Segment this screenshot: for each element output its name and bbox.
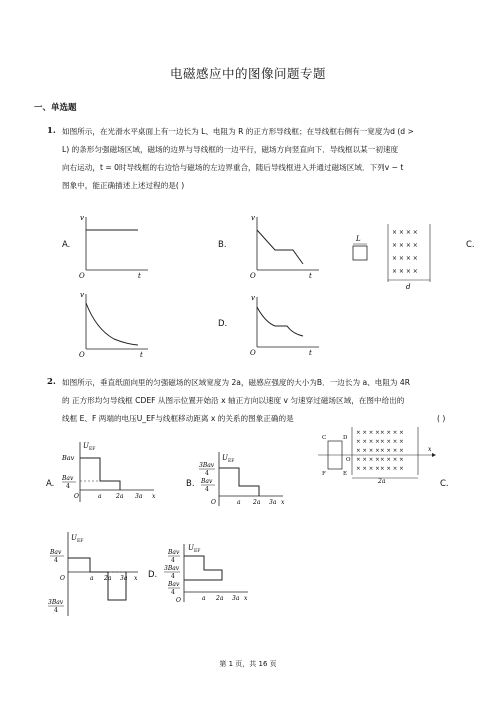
svg-text:3Bav: 3Bav [199, 462, 215, 469]
svg-text:× × × ×: × × × × [356, 457, 380, 463]
svg-text:3a: 3a [269, 499, 277, 506]
q2-number: 2. [47, 377, 56, 387]
q1-line-1: 如图所示，在光滑水平桌面上有一边长为 L、电阻为 R 的正方形导线框；在导线框右侧有一宽度为d (d > [62, 127, 414, 136]
svg-text:× × × ×: × × × × [380, 439, 404, 445]
q2-option-c-label: C. [440, 479, 449, 489]
svg-text:EF: EF [77, 539, 84, 544]
svg-text:× × × ×: × × × × [380, 448, 404, 454]
axis-origin: O [79, 272, 85, 280]
svg-text:2a: 2a [216, 595, 224, 602]
svg-text:EF: EF [228, 459, 235, 464]
page-footer: 第 1 页，共 16 页 [219, 660, 277, 668]
svg-text:× × × ×: × × × × [380, 466, 404, 472]
q2-option-b-label: B. [186, 479, 195, 489]
svg-text:× × × ×: × × × × [392, 268, 418, 275]
svg-text:U: U [83, 442, 89, 450]
svg-text:2a: 2a [253, 499, 261, 506]
svg-text:O: O [60, 575, 65, 582]
svg-text:t: t [309, 272, 312, 280]
svg-text:× × × ×: × × × × [356, 430, 380, 436]
svg-text:U: U [71, 534, 77, 542]
svg-text:a: a [202, 595, 206, 602]
svg-text:U: U [222, 454, 228, 462]
svg-text:EF: EF [194, 549, 201, 554]
svg-text:Bav: Bav [62, 475, 74, 482]
q2-answer-paren: ( ) [437, 414, 446, 423]
svg-text:O: O [79, 351, 85, 359]
svg-text:Bav: Bav [168, 549, 180, 556]
svg-text:O: O [250, 272, 256, 280]
svg-text:4: 4 [171, 573, 175, 580]
svg-text:4: 4 [171, 589, 175, 596]
svg-text:4: 4 [66, 483, 70, 490]
svg-text:EF: EF [89, 447, 96, 452]
q2-line-1: 如图所示，垂直纸面向里的匀强磁场的区域宽度为 2a，磁感应强度的大小为B．一边长为 a、电阻为 4R [62, 378, 411, 387]
svg-text:2a: 2a [104, 575, 112, 582]
svg-text:3Bav: 3Bav [48, 599, 64, 606]
q1-option-b-label: B. [218, 240, 227, 250]
q1-option-a-label: A. [62, 240, 71, 250]
q2-line-3: 线框 E、F 两端的电压U_EF与线框移动距离 x 的关系的图象正确的是 [62, 414, 294, 423]
svg-text:4: 4 [54, 607, 58, 614]
q1-line-3: 向右运动，t = 0时导线框的右边恰与磁场的左边界重合，随后导线框进入并通过磁场区域．下列v − t [62, 163, 404, 172]
svg-text:a: a [237, 499, 241, 506]
svg-text:Bav: Bav [201, 478, 213, 485]
q2-setup-figure [316, 423, 436, 483]
q2-option-a-label: A. [46, 479, 55, 489]
axis-v: v [80, 214, 84, 222]
svg-text:v: v [80, 291, 84, 299]
svg-text:x: x [244, 595, 248, 602]
svg-text:t: t [309, 349, 312, 357]
q2-graph-b [197, 450, 292, 512]
svg-text:v: v [251, 214, 255, 222]
axis-t: t [138, 272, 141, 280]
svg-text:O: O [211, 499, 216, 506]
q1-option-c-label: C. [466, 240, 475, 250]
svg-text:O: O [176, 597, 181, 604]
svg-text:x: x [152, 493, 156, 500]
svg-text:O: O [250, 349, 256, 357]
svg-text:O: O [346, 457, 351, 463]
svg-text:× × × ×: × × × × [392, 229, 418, 236]
section-heading: 一、单选题 [34, 103, 77, 113]
svg-text:4: 4 [54, 557, 58, 564]
svg-text:D: D [343, 435, 348, 441]
svg-text:× × × ×: × × × × [380, 457, 404, 463]
q1-graph-b [245, 212, 325, 282]
svg-text:× × × ×: × × × × [356, 448, 380, 454]
svg-text:4: 4 [171, 557, 175, 564]
page-title: 电磁感应中的图像问题专题 [169, 66, 326, 81]
svg-text:3a: 3a [232, 595, 240, 602]
svg-text:F: F [322, 471, 326, 477]
svg-text:3a: 3a [120, 575, 128, 582]
svg-text:× × × ×: × × × × [380, 430, 404, 436]
q2-line-2: 的 正方形均匀导线框 CDEF 从图示位置开始沿 x 轴正方向以速度 v 匀速穿过磁场区域，在图中给出的 [62, 396, 405, 405]
svg-text:× × × ×: × × × × [392, 242, 418, 249]
svg-text:Bav: Bav [50, 549, 62, 556]
svg-text:d: d [406, 283, 411, 291]
svg-text:4: 4 [205, 470, 209, 477]
q1-setup-figure [348, 222, 458, 292]
q1-graph-d [245, 292, 325, 358]
svg-text:Bav: Bav [168, 581, 180, 588]
svg-text:x: x [428, 446, 432, 453]
q1-line-2: L) 的条形匀强磁场区域，磁场的边界与导线框的一边平行，磁场方向竖直向下．导线框以某一初速度 [62, 145, 399, 154]
svg-text:× × × ×: × × × × [356, 466, 380, 472]
q2-graph-a [58, 440, 163, 510]
svg-text:U: U [188, 544, 194, 552]
square-loop [353, 246, 367, 260]
q2-graph-c [46, 528, 146, 618]
q1-graph-c [74, 289, 154, 361]
svg-text:Bav: Bav [62, 454, 75, 462]
svg-text:2a: 2a [378, 478, 386, 483]
svg-text:4: 4 [205, 486, 209, 493]
svg-text:a: a [90, 575, 94, 582]
svg-text:t: t [140, 351, 143, 359]
q1-option-d-label: D. [218, 319, 228, 329]
q2-option-d-label: D. [148, 570, 158, 580]
svg-text:L: L [356, 235, 361, 243]
q1-line-4: 图象中，能正确描述上述过程的是( ) [62, 181, 185, 190]
svg-text:x: x [134, 575, 138, 582]
svg-text:O: O [74, 493, 79, 500]
svg-text:v: v [251, 294, 255, 302]
q2-graph-d [164, 542, 254, 606]
svg-text:E: E [343, 471, 348, 477]
q1-number: 1. [47, 126, 56, 136]
svg-text:a: a [98, 493, 102, 500]
svg-text:C: C [322, 435, 327, 441]
svg-text:x: x [281, 499, 285, 506]
svg-text:× × × ×: × × × × [356, 439, 380, 445]
svg-text:× × × ×: × × × × [392, 255, 418, 262]
svg-text:2a: 2a [116, 493, 124, 500]
q1-graph-a [74, 212, 154, 282]
svg-text:3Bav: 3Bav [164, 565, 180, 572]
svg-text:3a: 3a [135, 493, 143, 500]
